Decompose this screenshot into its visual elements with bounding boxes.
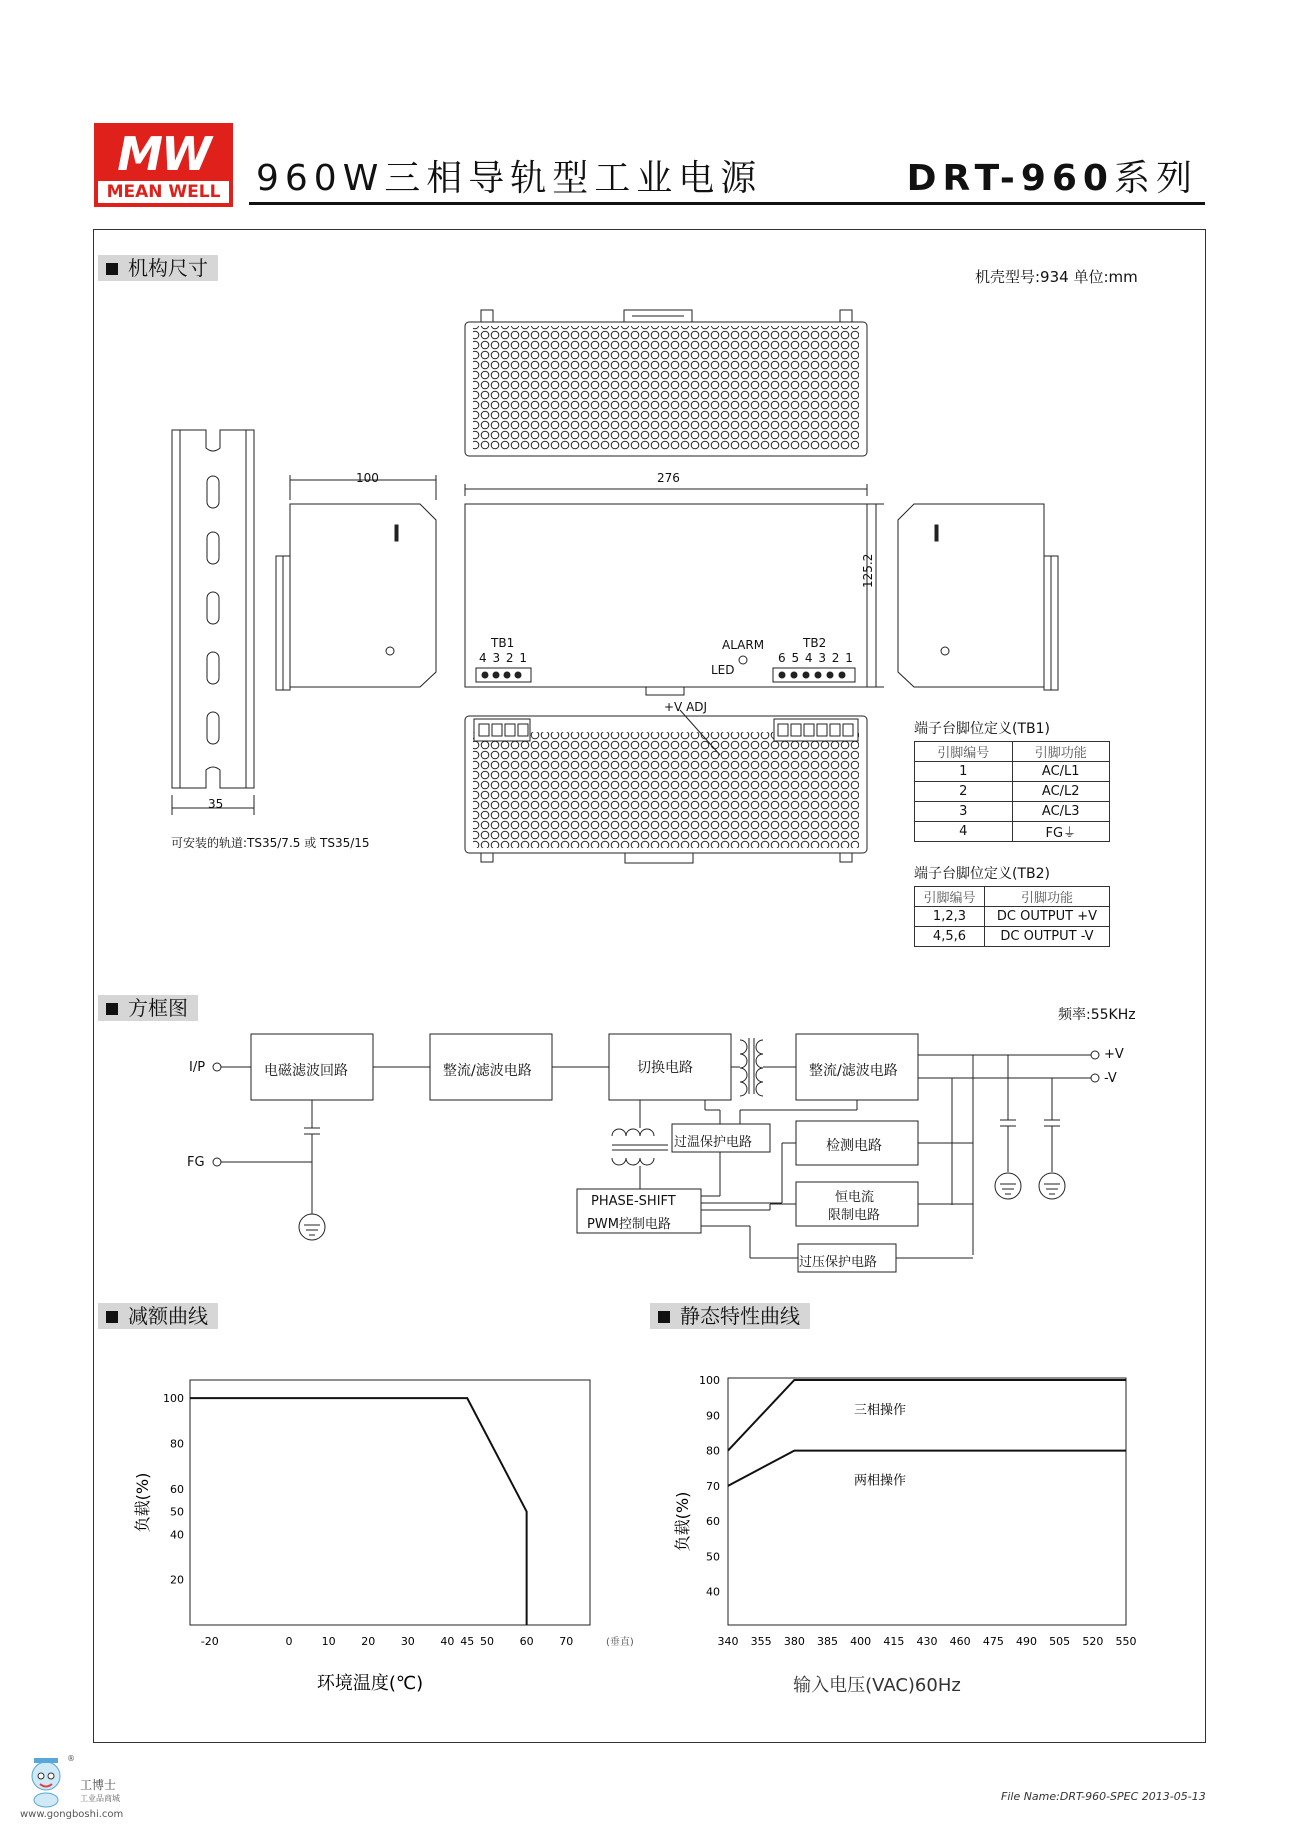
tb2-caption: 端子台脚位定义(TB2) <box>914 866 1050 882</box>
three-phase-line <box>728 1380 1126 1451</box>
otp-block: 过温保护电路 <box>674 1135 753 1150</box>
x-tick-label: 60 <box>519 1635 534 1648</box>
x-tick-label: 50 <box>480 1635 495 1648</box>
plot-frame <box>728 1378 1126 1625</box>
table-cell: 3 <box>915 802 1013 822</box>
table-cell: 1,2,3 <box>915 907 985 927</box>
y-axis-label: 负载(%) <box>673 1491 692 1552</box>
x-tick-label: 505 <box>1049 1635 1071 1648</box>
ip-label: I/P <box>189 1060 206 1075</box>
y-tick-label: 50 <box>706 1550 720 1564</box>
file-name: File Name:DRT-960-SPEC 2013-05-13 <box>1001 1790 1206 1803</box>
vplus-label: +V <box>1104 1047 1124 1062</box>
pwm-block-line2: PWM控制电路 <box>587 1217 671 1232</box>
section-static <box>650 1303 810 1329</box>
x-tick-label: 415 <box>883 1635 905 1648</box>
rectifier-1-block: 整流/滤波电路 <box>443 1063 532 1079</box>
site-name: 工博士 <box>80 1778 117 1792</box>
dim-100: 100 <box>356 471 379 485</box>
y-tick-label: 80 <box>170 1437 184 1451</box>
fg-label: FG <box>187 1155 205 1170</box>
model-name: DRT-960 <box>906 158 1114 199</box>
y-tick-label: 70 <box>706 1479 720 1493</box>
tb1-pins: 4 3 2 1 <box>479 651 528 665</box>
table-cell: AC/L3 <box>1012 802 1110 822</box>
emi-filter-block: 电磁滤波回路 <box>264 1063 348 1079</box>
x-tick-label: 45 <box>460 1635 475 1648</box>
tb2-pins: 6 5 4 3 2 1 <box>778 651 854 665</box>
x-tick-label: 380 <box>783 1635 805 1648</box>
x-tick-label: 70 <box>559 1635 574 1648</box>
x-tick-label: 490 <box>1016 1635 1037 1648</box>
x-note: (垂直) <box>606 1637 634 1648</box>
tb2-label: TB2 <box>803 636 827 650</box>
table-cell: 4 <box>915 822 1013 842</box>
tb2-header-pin: 引脚编号 <box>915 887 985 907</box>
y-tick-label: 40 <box>170 1528 184 1542</box>
dim-35: 35 <box>208 797 224 811</box>
pwm-block-line1: PHASE-SHIFT <box>591 1194 676 1209</box>
tb2-header-func: 引脚功能 <box>984 887 1109 907</box>
y-tick-label: 20 <box>170 1573 184 1587</box>
section-derating <box>98 1303 218 1329</box>
plot-frame <box>190 1380 590 1625</box>
x-tick-label: 430 <box>916 1635 938 1648</box>
y-tick-label: 90 <box>706 1409 720 1423</box>
x-tick-label: 475 <box>982 1635 1004 1648</box>
series-suffix: 系列 <box>1113 158 1198 199</box>
section-block-label: 方框图 <box>128 996 188 1020</box>
x-tick-label: 10 <box>321 1635 336 1648</box>
y-tick-label: 50 <box>170 1505 184 1519</box>
two-phase-label: 两相操作 <box>854 1473 907 1489</box>
table-cell: AC/L1 <box>1012 762 1110 782</box>
registered-mark: ® <box>67 1754 75 1763</box>
table-cell: 1 <box>915 762 1013 782</box>
x-tick-label: 340 <box>717 1635 739 1648</box>
x-tick-label: 550 <box>1115 1635 1137 1648</box>
two-phase-line <box>728 1451 1126 1486</box>
derating-chart <box>120 1360 640 1700</box>
vminus-label: -V <box>1104 1071 1117 1086</box>
page-title: 960W三相导轨型工业电源 <box>256 158 763 199</box>
x-tick-label: -20 <box>200 1635 219 1648</box>
detect-block: 检测电路 <box>826 1138 882 1154</box>
cc-block-line2: 限制电路 <box>828 1208 881 1223</box>
table-cell: DC OUTPUT -V <box>984 927 1109 947</box>
switching-block: 切换电路 <box>637 1060 693 1076</box>
y-tick-label: 60 <box>706 1515 720 1529</box>
x-axis-label: 环境温度(℃) <box>316 1673 424 1694</box>
derating-line <box>190 1398 527 1625</box>
tb1-header-func: 引脚功能 <box>1012 742 1110 762</box>
case-info: 机壳型号:934 单位:mm <box>975 268 1138 286</box>
static-chart <box>660 1360 1140 1700</box>
tb1-caption: 端子台脚位定义(TB1) <box>914 721 1050 737</box>
y-axis-label: 负载(%) <box>133 1472 152 1533</box>
table-cell: 2 <box>915 782 1013 802</box>
tb1-label: TB1 <box>491 636 515 650</box>
led-label: LED <box>711 663 735 677</box>
x-tick-label: 520 <box>1082 1635 1104 1648</box>
x-tick-label: 355 <box>750 1635 772 1648</box>
x-tick-label: 40 <box>440 1635 455 1648</box>
freq-label: 频率:55KHz <box>1058 1007 1136 1023</box>
vadj-label: +V ADJ <box>664 700 708 714</box>
cc-block-line1: 恒电流 <box>835 1190 875 1205</box>
section-mechanical-label: 机构尺寸 <box>128 256 208 280</box>
x-tick-label: 30 <box>400 1635 415 1648</box>
x-tick-label: 385 <box>817 1635 838 1648</box>
section-static-label: 静态特性曲线 <box>680 1304 800 1328</box>
tb1-header-pin: 引脚编号 <box>915 742 1013 762</box>
alarm-label: ALARM <box>722 638 765 652</box>
y-tick-label: 80 <box>706 1444 720 1458</box>
y-tick-label: 100 <box>163 1392 184 1406</box>
x-tick-label: 20 <box>361 1635 376 1648</box>
table-cell: AC/L2 <box>1012 782 1110 802</box>
x-tick-label: 0 <box>285 1635 293 1648</box>
table-cell: 4,5,6 <box>915 927 985 947</box>
y-tick-label: 100 <box>699 1374 720 1387</box>
rail-note: 可安装的轨道:TS35/7.5 或 TS35/15 <box>171 836 370 850</box>
y-tick-label: 60 <box>170 1482 184 1496</box>
x-axis-label: 输入电压(VAC)60Hz <box>793 1675 961 1696</box>
site-url: www.gongboshi.com <box>20 1809 124 1820</box>
dim-276: 276 <box>657 471 680 485</box>
x-tick-label: 460 <box>949 1635 971 1648</box>
rectifier-2-block: 整流/滤波电路 <box>809 1063 898 1079</box>
table-cell: FG⏚ <box>1012 822 1110 842</box>
logo-text: MEAN WELL <box>98 181 229 203</box>
logo-mark: MW <box>117 127 210 181</box>
dim-125: 125.2 <box>861 553 875 588</box>
y-tick-label: 40 <box>706 1585 720 1599</box>
x-tick-label: 400 <box>850 1635 872 1648</box>
ovp-block: 过压保护电路 <box>799 1255 878 1270</box>
table-cell: DC OUTPUT +V <box>984 907 1109 927</box>
three-phase-label: 三相操作 <box>854 1403 907 1418</box>
site-sub: 工业品商城 <box>80 1794 120 1803</box>
section-derating-label: 减额曲线 <box>128 1304 208 1328</box>
